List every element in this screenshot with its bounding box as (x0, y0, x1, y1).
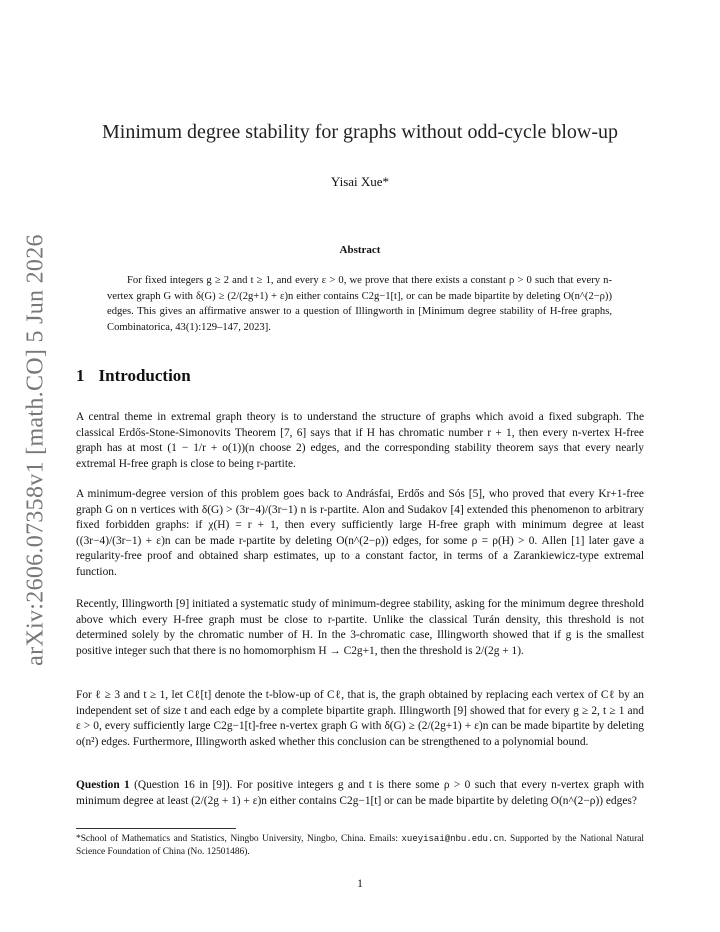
author-name: Yisai Xue* (330, 174, 390, 189)
question-text: For positive integers g and t is there some ρ > 0 such that every n-vertex graph with minimum degree at least (2/(2g + 1) + ε)n either contains C2g−1[t] or can be made bipartite by deleting O(n^(2−ρ)) edges? (76, 779, 645, 807)
paragraph: A central theme in extremal graph theory is to understand the structure of graphs which avoid a fixed subgraph. The classical Erdős-Stone-Simonovits Theorem [7, 6] says that if H has chromatic number r + 1, then every n-vertex H-free graph has at most (1 − 1/r + o(1))(n choose 2) edges, and the corresponding stability theorem says that every nearly extremal H-free graph is close to being r-partite. (76, 411, 644, 470)
arxiv-sidebar (16, 234, 56, 666)
paragraph: For ℓ ≥ 3 and t ≥ 1, let Cℓ[t] denote the t-blow-up of Cℓ, that is, the graph obtained by replacing each vertex of Cℓ by an independent set of size t and each edge by a complete bipartite graph. Illingworth [9] showed that for every g ≥ 2, t ≥ 1 and ε > 0, every sufficiently large C2g−1[t]-free n-vertex graph G with δ(G) ≥ (2/(2g+1) + ε)n can be made bipartite by deleting o(n²) edges. Furthermore, Illingworth asked whether this conclusion can be strengthened to a polynomial bound. (76, 689, 644, 748)
footnote-text: *School of Mathematics and Statistics, Ningbo University, Ningbo, China. Emails: (76, 834, 398, 844)
paper-title: Minimum degree stability for graphs without odd-cycle blow-up (101, 121, 618, 143)
question-block (76, 778, 644, 809)
arxiv-stamp: arXiv:2606.07358v1 [math.CO] 5 Jun 2026 (22, 234, 49, 666)
footnote-rule (76, 828, 236, 829)
page-number: 1 (357, 878, 363, 890)
section-heading (76, 366, 191, 386)
abstract-heading: Abstract (339, 244, 381, 256)
section-title: Introduction (98, 366, 191, 385)
footnote (76, 833, 644, 859)
paragraph: A minimum-degree version of this problem goes back to Andrásfai, Erdős and Sós [5], who proved that every Kr+1-free graph G on n vertices with δ(G) > (3r−4)/(3r−1) n is r-partite. Alon and Sudakov [4] extended this phenomenon to arbitrary fixed forbidden graphs: if χ(H) = r + 1, then every sufficiently large H-free graph with minimum degree at least ((3r−4)/(3r−1) + ε)n can be made r-partite by deleting O(n^(2−ρ)) edges, for some ρ = ρ(H) > 0. Allen [1] later gave a regularity-free proof and obtained sharp estimates, up to a constant factor, in terms of a Zarankiewicz-type extremal function. (76, 488, 644, 578)
section-number: 1 (76, 366, 85, 385)
question-ref: (Question 16 in [9]). (134, 779, 233, 791)
question-label: Question 1 (76, 779, 130, 791)
footnote-text-2: . Supported by the National Natural Science Foundation of China (No. 12501486). (76, 834, 645, 857)
footnote-email[interactable]: xueyisai@nbu.edu.cn (401, 834, 505, 844)
paragraph: Recently, Illingworth [9] initiated a systematic study of minimum-degree stability, asking for the minimum degree threshold above which every H-free graph must be close to r-partite. Unlike the classical Turán density, this threshold is not determined solely by the chromatic number of H. In the 3-chromatic case, Illingworth showed that if g is the smallest positive integer such that there is no homomorphism H → C2g+1, then the threshold is 2/(2g + 1). (76, 598, 644, 657)
abstract-text: For fixed integers g ≥ 2 and t ≥ 1, and every ε > 0, we prove that there exists a constant ρ > 0 such that every n-vertex graph G with δ(G) ≥ (2/(2g+1) + ε)n either contains C2g−1[t], or can be made bipartite by deleting O(n^(2−ρ)) edges. This gives an affirmative answer to a question of Illingworth in [Minimum degree stability of H-free graphs, Combinatorica, 43(1):129–147, 2023]. (107, 275, 612, 333)
